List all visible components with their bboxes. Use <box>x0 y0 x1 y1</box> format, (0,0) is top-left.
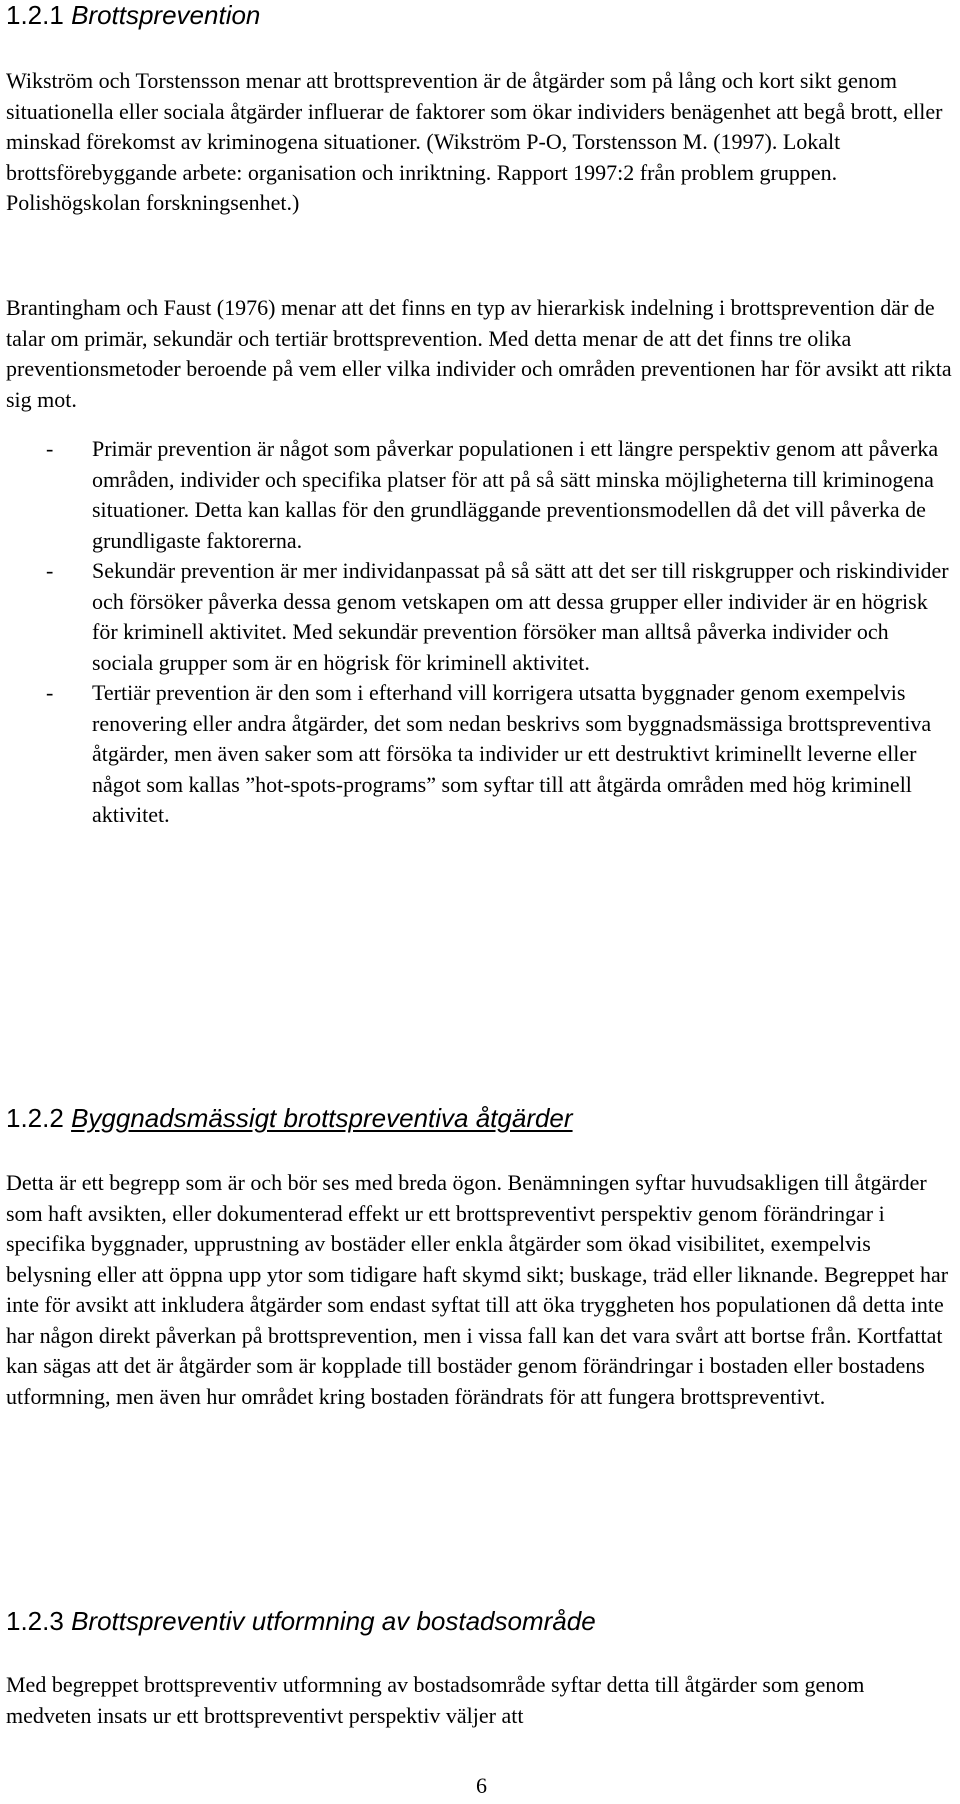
paragraph: Detta är ett begrepp som är och bör ses med breda ögon. Benämningen syftar huvudsakligen till åtgärder som haft avsikten, eller dokumenterad effekt ur ett brottspreventivt perspektiv genom förändringar i specifika byggnader, upprustning av bostäder eller enkla åtgärder som ökad visibilitet, exempelvis belysning eller att öppna upp ytor som tidigare haft skymd sikt; buskage, träd eller liknande. Begreppet har inte för avsikt att inkludera åtgärder som endast syftat till att öka tryggheten hos populationen då detta inte har någon direkt påverkan på brottsprevention, men i vissa fall kan det vara svårt att bortse från. Kortfattat kan sägas att det är åtgärder som är kopplade till bostäder genom förändringar i bostaden eller bostadens utformning, men även hur området kring bostaden förändrats för att fungera brottspreventivt. <box>6 1170 949 1409</box>
page-number: 6 <box>476 1773 487 1798</box>
section-heading-1-2-3 <box>6 1606 596 1636</box>
section-number: 1.2.3 <box>6 1606 64 1636</box>
paragraph: Brantingham och Faust (1976) menar att det finns en typ av hierarkisk indelning i brottsprevention där de talar om primär, sekundär och tertiär brottsprevention. Med detta menar de att det finns tre olika preventionsmetoder beroende på vem eller vilka individer och områden preventionen har för avsikt att rikta sig mot. <box>6 295 952 412</box>
section-number: 1.2.1 <box>6 0 64 30</box>
section-number: 1.2.2 <box>6 1103 64 1133</box>
section-title: Byggnadsmässigt brottspreventiva åtgärder <box>71 1103 573 1133</box>
list-item-text: Sekundär prevention är mer individanpassat på så sätt att det ser till riskgrupper och riskindivider och försöker påverka dessa genom vetskapen om att dessa grupper eller individer är en högrisk för kriminell aktivitet. Med sekundär prevention försöker man alltså påverka individer och sociala grupper som är en högrisk för kriminell aktivitet. <box>92 558 949 675</box>
section-title: Brottspreventiv utformning av bostadsområde <box>71 1606 596 1636</box>
list-item <box>6 678 954 831</box>
section-heading-1-2-2 <box>6 1103 573 1133</box>
list-item <box>6 556 954 678</box>
list-bullet: - <box>46 558 54 583</box>
section-title: Brottsprevention <box>71 0 261 30</box>
paragraph: Wikström och Torstensson menar att brottsprevention är de åtgärder som på lång och kort sikt genom situationella eller sociala åtgärder influerar de faktorer som ökar individers benägenhet att begå brott, eller minskad förekomst av kriminogena situationer. (Wikström P-O, Torstensson M. (1997). Lokalt brottsförebyggande arbete: organisation och inriktning. Rapport 1997:2 från problem gruppen. Polishögskolan forskningsenhet.) <box>6 68 943 215</box>
list-bullet: - <box>46 436 54 461</box>
list-bullet: - <box>46 680 54 705</box>
list-item <box>6 434 954 556</box>
list-item-text: Primär prevention är något som påverkar populationen i ett längre perspektiv genom att påverka områden, individer och specifika platser för att på så sätt minska möjligheterna till kriminogena situationer. Detta kan kallas för den grundläggande preventionsmodellen då det vill påverka de grundligaste faktorerna. <box>92 436 939 553</box>
prevention-list <box>6 434 954 831</box>
section-heading-1-2-1 <box>6 0 260 30</box>
list-item-text: Tertiär prevention är den som i efterhand vill korrigera utsatta byggnader genom exempelvis renovering eller andra åtgärder, det som nedan beskrivs som byggnadsmässiga brottspreventiva åtgärder, men även saker som att försöka ta individer ur ett destruktivt kriminellt leverne eller något som kallas ”hot-spots-programs” som syftar till att åtgärda områden med hög kriminell aktivitet. <box>92 680 932 827</box>
paragraph: Med begreppet brottspreventiv utformning av bostadsområde syftar detta till åtgärder som genom medveten insats ur ett brottspreventivt perspektiv väljer att <box>6 1672 865 1728</box>
